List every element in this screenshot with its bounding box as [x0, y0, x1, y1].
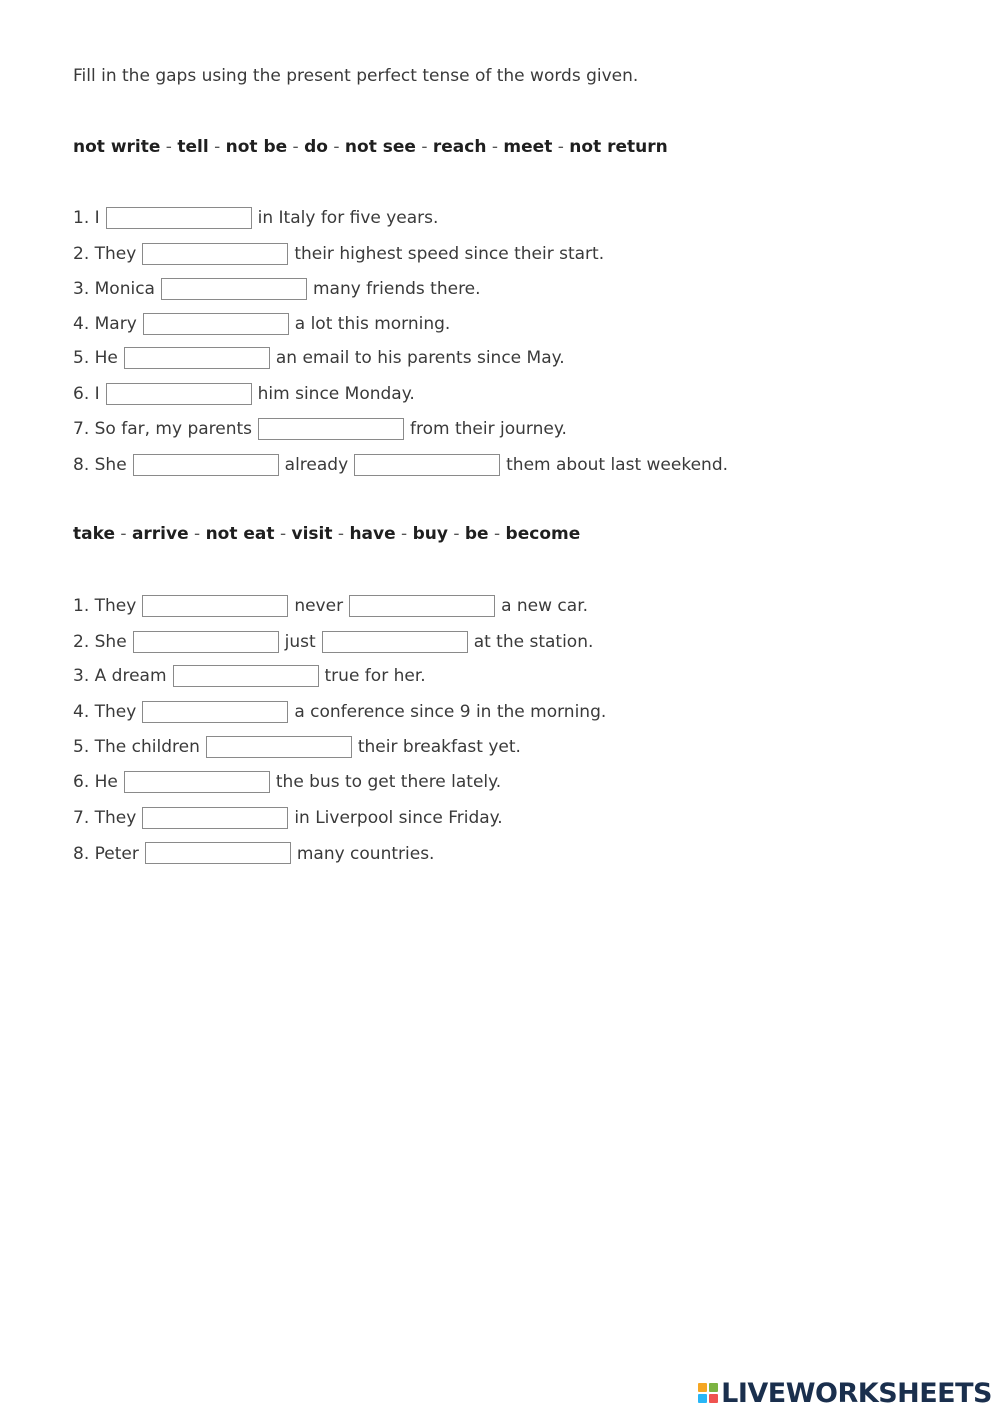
- sentence-text: a conference since 9 in the morning.: [294, 702, 607, 722]
- sentence-number: 6.: [73, 384, 95, 404]
- sentence-text: just: [284, 632, 316, 652]
- sentence-text: A dream: [94, 666, 167, 686]
- answer-input[interactable]: [142, 807, 288, 829]
- word-separator: -: [415, 137, 433, 157]
- word-bank-item: not write: [73, 137, 161, 157]
- word-bank-item: not return: [569, 137, 668, 157]
- instruction-text: Fill in the gaps using the present perfect tense of the words given.: [73, 66, 639, 86]
- word-bank-item: take: [73, 524, 115, 544]
- word-separator: -: [447, 524, 465, 544]
- sentence-text: They: [94, 702, 137, 722]
- sentence-row: [73, 734, 521, 760]
- sentence-row: [73, 241, 604, 267]
- word-bank-item: become: [505, 524, 581, 544]
- sentence-text: I: [94, 384, 100, 404]
- sentence-number: 3.: [73, 279, 95, 299]
- sentence-row: [73, 205, 438, 231]
- answer-input[interactable]: [124, 771, 270, 793]
- sentence-text: many countries.: [296, 844, 435, 864]
- word-bank-item: visit: [291, 524, 333, 544]
- sentence-row: [73, 663, 426, 689]
- sentence-text: from their journey.: [410, 419, 567, 439]
- answer-input[interactable]: [142, 595, 288, 617]
- sentence-row: [73, 699, 606, 725]
- sentence-text: their highest speed since their start.: [294, 244, 605, 264]
- sentence-row: [73, 452, 728, 478]
- answer-input[interactable]: [258, 418, 404, 440]
- sentence-number: 7.: [73, 808, 95, 828]
- word-separator: -: [327, 137, 345, 157]
- sentence-text: Peter: [94, 844, 139, 864]
- word-bank-item: have: [349, 524, 396, 544]
- answer-input[interactable]: [145, 842, 291, 864]
- sentence-row: [73, 311, 450, 337]
- sentence-number: 6.: [73, 772, 95, 792]
- word-bank-item: arrive: [131, 524, 189, 544]
- word-bank-item: not see: [344, 137, 416, 157]
- answer-input[interactable]: [106, 207, 252, 229]
- sentence-text: She: [94, 455, 127, 475]
- logo-mark-icon: [698, 1383, 718, 1403]
- word-bank-2: [73, 524, 580, 544]
- word-bank-item: reach: [432, 137, 487, 157]
- sentence-text: He: [94, 348, 118, 368]
- answer-input[interactable]: [354, 454, 500, 476]
- sentence-text: a lot this morning.: [294, 314, 451, 334]
- sentence-text: at the station.: [473, 632, 594, 652]
- sentence-text: They: [94, 596, 137, 616]
- word-separator: -: [287, 137, 305, 157]
- sentence-number: 8.: [73, 844, 95, 864]
- word-separator: -: [160, 137, 178, 157]
- sentence-number: 1.: [73, 208, 95, 228]
- sentence-text: a new car.: [501, 596, 589, 616]
- sentence-number: 8.: [73, 455, 95, 475]
- liveworksheets-logo: [698, 1378, 992, 1408]
- word-bank-item: be: [464, 524, 489, 544]
- word-separator: -: [188, 524, 206, 544]
- sentence-text: them about last weekend.: [506, 455, 729, 475]
- sentence-text: So far, my parents: [94, 419, 253, 439]
- sentence-row: [73, 276, 481, 302]
- sentence-text: Monica: [94, 279, 155, 299]
- sentence-text: He: [94, 772, 118, 792]
- sentence-row: [73, 416, 567, 442]
- word-separator: -: [486, 137, 504, 157]
- answer-input[interactable]: [142, 701, 288, 723]
- sentence-text: Mary: [94, 314, 137, 334]
- sentence-text: him since Monday.: [257, 384, 415, 404]
- sentence-row: [73, 629, 593, 655]
- sentence-text: in Liverpool since Friday.: [294, 808, 503, 828]
- sentence-number: 1.: [73, 596, 95, 616]
- sentence-text: in Italy for five years.: [257, 208, 439, 228]
- word-bank-1: [73, 137, 668, 157]
- sentence-text: many friends there.: [312, 279, 481, 299]
- word-separator: -: [552, 137, 570, 157]
- answer-input[interactable]: [142, 243, 288, 265]
- sentence-number: 4.: [73, 314, 95, 334]
- sentence-number: 2.: [73, 244, 95, 264]
- answer-input[interactable]: [124, 347, 270, 369]
- sentence-text: They: [94, 244, 137, 264]
- word-separator: -: [274, 524, 292, 544]
- word-bank-item: do: [304, 137, 328, 157]
- word-bank-item: buy: [412, 524, 448, 544]
- sentence-number: 7.: [73, 419, 95, 439]
- sentence-number: 3.: [73, 666, 95, 686]
- sentence-row: [73, 593, 588, 619]
- sentence-text: never: [294, 596, 344, 616]
- sentence-text: I: [94, 208, 100, 228]
- sentence-text: She: [94, 632, 127, 652]
- word-separator: -: [332, 524, 350, 544]
- word-separator: -: [395, 524, 413, 544]
- word-bank-item: meet: [503, 137, 553, 157]
- answer-input[interactable]: [322, 631, 468, 653]
- word-bank-item: not eat: [205, 524, 275, 544]
- sentence-text: the bus to get there lately.: [275, 772, 502, 792]
- answer-input[interactable]: [133, 454, 279, 476]
- sentence-text: an email to his parents since May.: [275, 348, 565, 368]
- answer-input[interactable]: [161, 278, 307, 300]
- sentence-text: their breakfast yet.: [357, 737, 521, 757]
- answer-input[interactable]: [349, 595, 495, 617]
- sentence-number: 5.: [73, 348, 95, 368]
- sentence-row: [73, 769, 501, 795]
- answer-input[interactable]: [173, 665, 319, 687]
- word-bank-item: tell: [177, 137, 209, 157]
- sentence-row: [73, 381, 415, 407]
- logo-text: LIVEWORKSHEETS: [721, 1377, 992, 1409]
- answer-input[interactable]: [143, 313, 289, 335]
- sentence-row: [73, 805, 503, 831]
- sentence-text: They: [94, 808, 137, 828]
- sentence-text: true for her.: [324, 666, 426, 686]
- sentence-number: 4.: [73, 702, 95, 722]
- word-bank-item: not be: [225, 137, 288, 157]
- word-separator: -: [114, 524, 132, 544]
- sentence-text: already: [284, 455, 349, 475]
- sentence-text: The children: [94, 737, 200, 757]
- word-separator: -: [488, 524, 506, 544]
- answer-input[interactable]: [106, 383, 252, 405]
- answer-input[interactable]: [206, 736, 352, 758]
- sentence-row: [73, 842, 434, 864]
- word-separator: -: [208, 137, 226, 157]
- sentence-number: 5.: [73, 737, 95, 757]
- answer-input[interactable]: [133, 631, 279, 653]
- sentence-number: 2.: [73, 632, 95, 652]
- sentence-row: [73, 345, 565, 371]
